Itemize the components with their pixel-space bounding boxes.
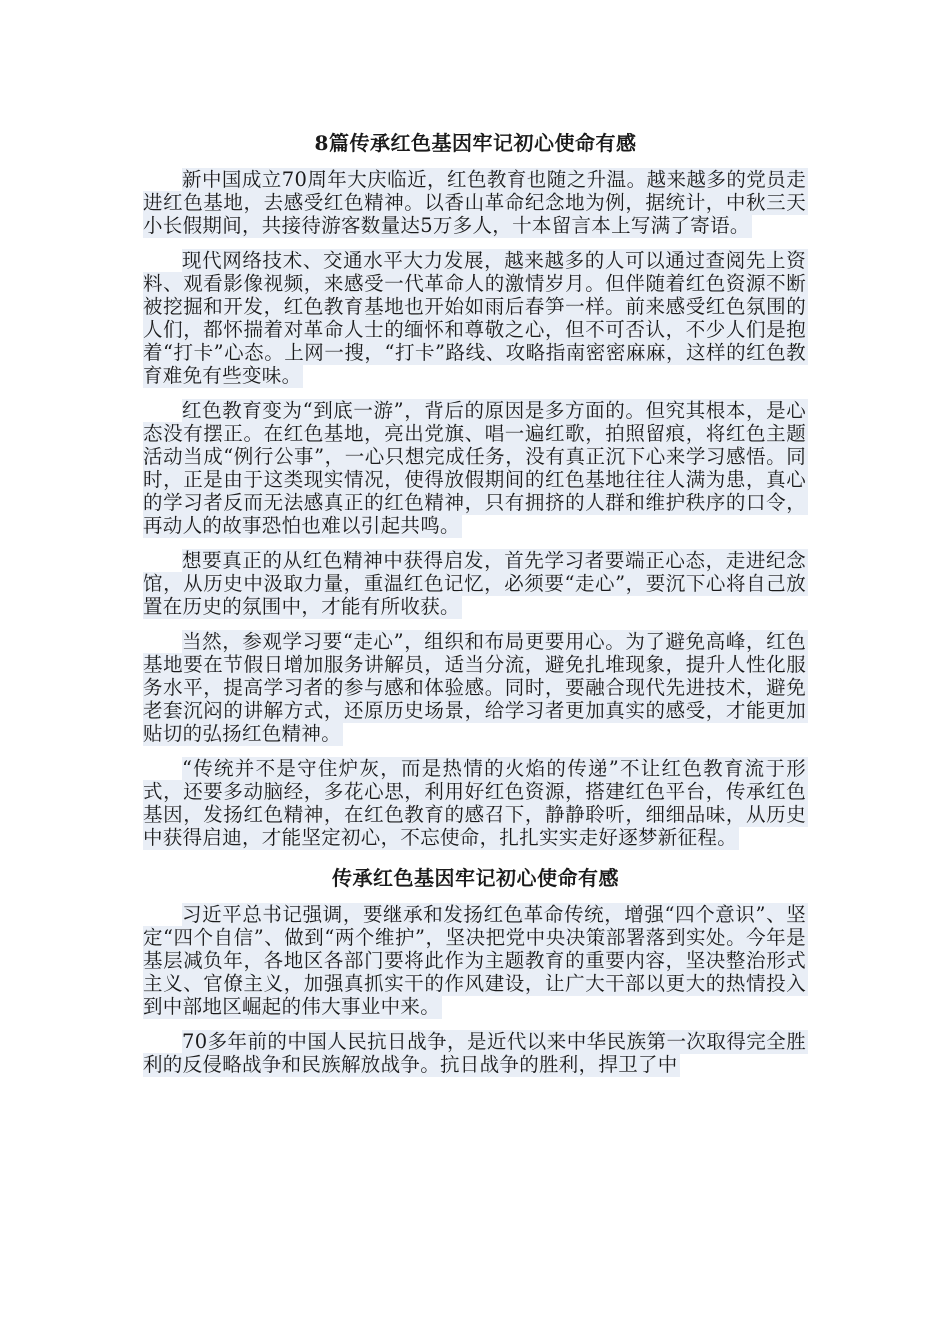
paragraph-text: “传统并不是守住炉灰，而是热情的火焰的传递”不让红色教育流于形式，还要多动脑经，多花心思，利用好红色资源，搭建红色平台，传承红色基因，发扬红色精神，在红色教育的感召下，静静聆听，细细品味，从历史中获得启迪，才能坚定初心，不忘使命，扎扎实实走好逐梦新征程。 bbox=[143, 757, 806, 849]
paragraph-text: 红色教育变为“到底一游”，背后的原因是多方面的。但究其根本，是心态没有摆正。在红色基地，亮出党旗、唱一遍红歌，拍照留痕，将红色主题活动当成“例行公事”，一心只想完成任务，没有真正沉下心来学习感悟。同时，正是由于这类现实情况，使得放假期间的红色基地往往人满为患，真心的学习者反而无法感真正的红色精神，只有拥挤的人群和维护秩序的口令，再动人的故事恐怕也难以引起共鸣。 bbox=[143, 399, 806, 537]
paragraph-text: 70多年前的中国人民抗日战争，是近代以来中华民族第一次取得完全胜利的反侵略战争和民族解放战争。抗日战争的胜利，捍卫了中 bbox=[143, 1030, 806, 1076]
document-page bbox=[143, 128, 808, 1088]
paragraph bbox=[143, 249, 808, 387]
paragraph bbox=[143, 630, 808, 745]
paragraph bbox=[143, 903, 808, 1018]
paragraph-text: 习近平总书记强调，要继承和发扬红色革命传统，增强“四个意识”、坚定“四个自信”、做到“两个维护”，坚决把党中央决策部署落到实处。今年是基层减负年，各地区各部门要将此作为主题教育的重要内容，坚决整治形式主义、官僚主义，加强真抓实干的作风建设，让广大干部以更大的热情投入到中部地区崛起的伟大事业中来。 bbox=[143, 903, 806, 1018]
paragraph bbox=[143, 168, 808, 237]
paragraph bbox=[143, 399, 808, 537]
document-title: 8篇传承红色基因牢记初心使命有感 bbox=[314, 131, 637, 155]
section-title: 传承红色基因牢记初心使命有感 bbox=[332, 866, 619, 890]
paragraph bbox=[143, 757, 808, 849]
paragraph-text: 想要真正的从红色精神中获得启发，首先学习者要端正心态，走进纪念馆，从历史中汲取力量，重温红色记忆，必须要“走心”，要沉下心将自己放置在历史的氛围中，才能有所收获。 bbox=[143, 549, 806, 618]
paragraph-text: 新中国成立70周年大庆临近，红色教育也随之升温。越来越多的党员走进红色基地，去感受红色精神。以香山革命纪念地为例，据统计，中秋三天小长假期间，共接待游客数量达5万多人，十本留言本上写满了寄语。 bbox=[143, 168, 806, 237]
paragraph-text: 现代网络技术、交通水平大力发展，越来越多的人可以通过查阅先上资料、观看影像视频，来感受一代革命人的激情岁月。但伴随着红色资源不断被挖掘和开发，红色教育基地也开始如雨后春笋一样。前来感受红色氛围的人们，都怀揣着对革命人士的缅怀和尊敬之心，但不可否认，不少人们是抱着“打卡”心态。上网一搜，“打卡”路线、攻略指南密密麻麻，这样的红色教育难免有些变味。 bbox=[143, 249, 806, 387]
paragraph bbox=[143, 549, 808, 618]
paragraph-text: 当然，参观学习要“走心”，组织和布局更要用心。为了避免高峰，红色基地要在节假日增加服务讲解员，适当分流，避免扎堆现象，提升人性化服务水平，提高学习者的参与感和体验感。同时，要融合现代先进技术，避免老套沉闷的讲解方式，还原历史场景，给学习者更加真实的感受，才能更加贴切的弘扬红色精神。 bbox=[143, 630, 806, 745]
paragraph bbox=[143, 1030, 808, 1076]
